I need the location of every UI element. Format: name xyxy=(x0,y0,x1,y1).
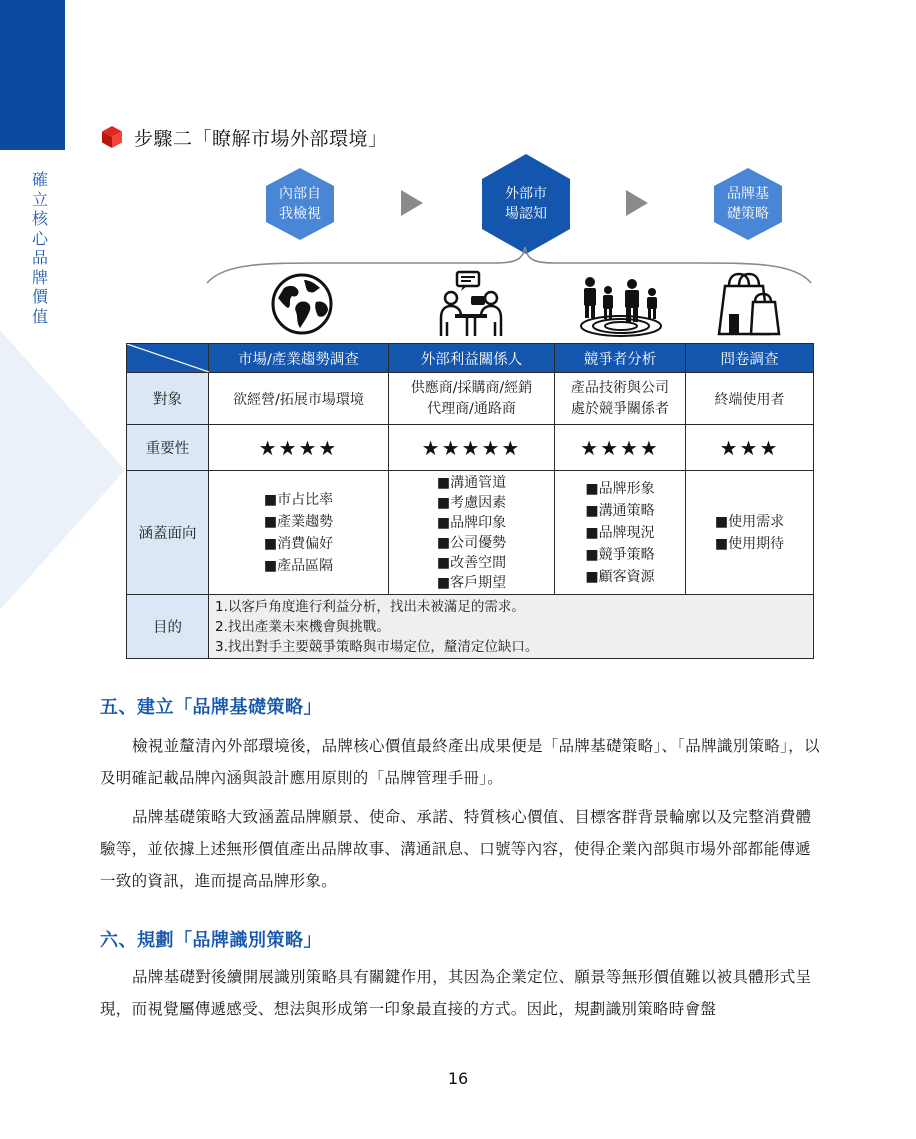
coverage-cell-stakeholders: ■溝通管道 ■考慮因素 ■品牌印象 ■公司優勢 ■改善空間 ■客戶期望 xyxy=(389,471,555,595)
meeting-stakeholders-icon xyxy=(437,270,505,340)
flow-arrow-2 xyxy=(626,190,648,216)
globe-icon xyxy=(270,272,334,336)
coverage-cell-competitors: ■品牌形象 ■溝通策略 ■品牌現況 ■競爭策略 ■顧客資源 xyxy=(555,471,686,595)
flow-node-internal: 內部自 我檢視 xyxy=(262,166,338,242)
row-label-target: 對象 xyxy=(127,373,209,425)
sidebar-color-block xyxy=(0,0,65,150)
coverage-cell-survey: ■使用需求 ■使用期待 xyxy=(686,471,814,595)
target-cell-survey: 終端使用者 xyxy=(686,373,814,425)
table-row-purpose xyxy=(127,595,814,659)
section5-heading: 五、建立「品牌基礎策略」 xyxy=(100,697,322,718)
target-cell-market: 欲經營/拓展市場環境 xyxy=(209,373,389,425)
table-row-importance xyxy=(127,425,814,471)
corner-diagonal xyxy=(127,344,209,372)
target-cell-stakeholders: 供應商/採購商/經銷 代理商/通路商 xyxy=(389,373,555,425)
importance-stars-survey: ★★★ xyxy=(686,425,814,471)
section5-paragraph-2: 品牌基礎策略大致涵蓋品牌願景、使命、承諾、特質核心價值、目標客群背景輪廓以及完整消費體驗等，並依據上述無形價值產出品牌故事、溝通訊息、口號等內容，使得企業內部與市場外部都能傳遞一致的資訊，進而提高品牌形象。 xyxy=(100,808,812,890)
red-cube-icon xyxy=(100,125,124,149)
research-table xyxy=(126,343,814,659)
importance-stars-market: ★★★★ xyxy=(209,425,389,471)
competitors-icon xyxy=(576,274,666,338)
sidebar-vertical-title: 確 立 核 心 品 牌 價 值 xyxy=(31,170,48,326)
flow-arrow-1 xyxy=(401,190,423,216)
importance-stars-competitors: ★★★★ xyxy=(555,425,686,471)
purpose-cell: 1.以客戶角度進行利益分析，找出未被滿足的需求。 2.找出產業未來機會與挑戰。 3.找出對手主要競爭策略與市場定位，釐清定位缺口。 xyxy=(209,595,814,659)
section5-paragraph-1: 檢視並釐清內外部環境後，品牌核心價值最終產出成果便是「品牌基礎策略」、「品牌識別策略」，以及明確記載品牌內涵與設計應用原則的「品牌管理手冊」。 xyxy=(100,737,820,787)
row-label-coverage: 涵蓋面向 xyxy=(127,471,209,595)
step-heading xyxy=(100,124,388,150)
table-header-market: 市場/產業趨勢調查 xyxy=(209,344,389,373)
table-header-survey: 問卷調查 xyxy=(686,344,814,373)
section6-paragraph-1: 品牌基礎對後續開展識別策略具有關鍵作用，其因為企業定位、願景等無形價值難以被具體形式呈現，而視覺屬傳遞感受、想法與形成第一印象最直接的方式。因此，規劃識別策略時會盤 xyxy=(100,968,812,1018)
table-header-competitors: 競爭者分析 xyxy=(555,344,686,373)
row-label-purpose: 目的 xyxy=(127,595,209,659)
table-row-coverage xyxy=(127,471,814,595)
importance-stars-stakeholders: ★★★★★ xyxy=(389,425,555,471)
step-heading-text: 步驟二「瞭解市場外部環境」 xyxy=(134,127,388,150)
row-label-importance: 重要性 xyxy=(127,425,209,471)
flow-node-external: 外部市 場認知 xyxy=(478,152,574,256)
target-cell-competitors: 產品技術與公司 處於競爭關係者 xyxy=(555,373,686,425)
flow-node-brand: 品牌基 礎策略 xyxy=(710,166,786,242)
shopping-bags-icon xyxy=(715,272,781,336)
table-header-stakeholders: 外部利益關係人 xyxy=(389,344,555,373)
coverage-cell-market: ■市占比率 ■產業趨勢 ■消費偏好 ■產品區隔 xyxy=(209,471,389,595)
table-row-target xyxy=(127,373,814,425)
section6-heading: 六、規劃「品牌識別策略」 xyxy=(100,930,322,951)
page-number: 16 xyxy=(447,1069,469,1088)
sidebar-decor-triangle xyxy=(0,330,125,610)
table-corner-cell xyxy=(127,344,209,373)
